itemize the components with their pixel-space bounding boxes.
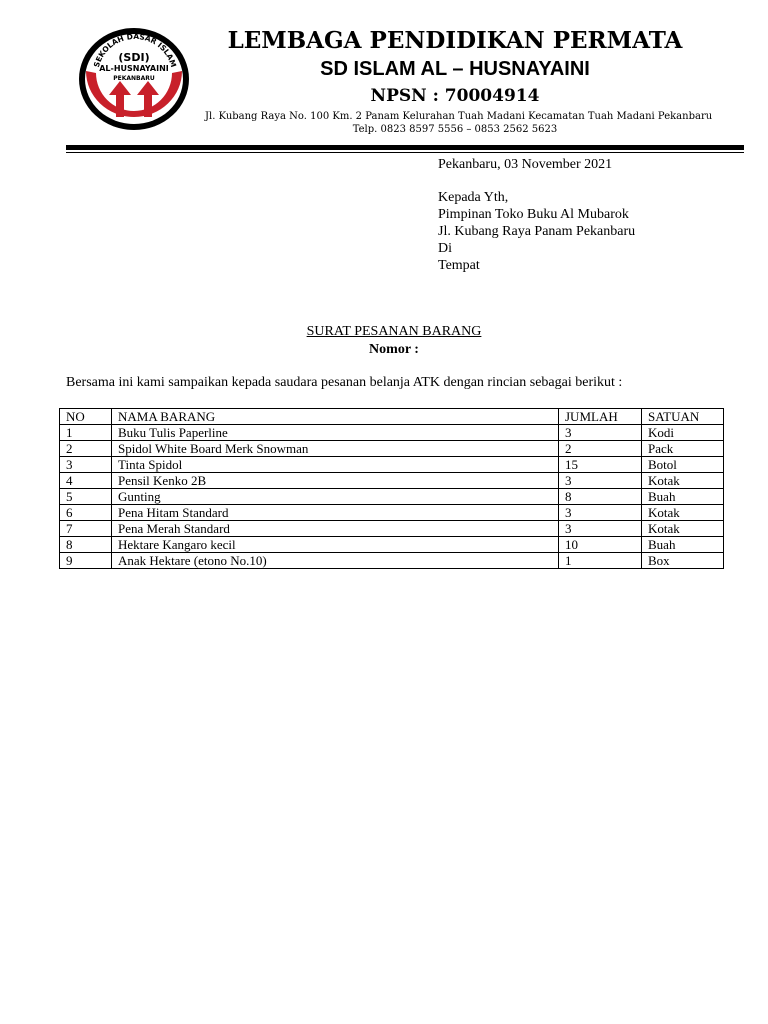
cell-no: 8	[60, 537, 112, 553]
cell-qty: 2	[559, 441, 642, 457]
col-header-name: NAMA BARANG	[112, 409, 559, 425]
npsn: NPSN : 70004914	[370, 86, 540, 106]
recipient-line: Jl. Kubang Raya Panam Pekanbaru	[438, 224, 636, 239]
recipient-line: Tempat	[438, 258, 480, 273]
header-rule-thick	[66, 145, 744, 150]
cell-no: 9	[60, 553, 112, 569]
cell-no: 4	[60, 473, 112, 489]
cell-unit: Kotak	[642, 473, 724, 489]
cell-name: Pensil Kenko 2B	[112, 473, 559, 489]
org-title: LEMBAGA PENDIDIKAN PERMATA	[227, 27, 683, 54]
cell-qty: 1	[559, 553, 642, 569]
header-rule-thin	[66, 152, 744, 153]
school-name: SD ISLAM AL – HUSNAYAINI	[320, 58, 590, 80]
table-row	[60, 553, 724, 569]
table-row	[60, 425, 724, 441]
table-row	[60, 489, 724, 505]
table-row	[60, 457, 724, 473]
cell-unit: Botol	[642, 457, 724, 473]
cell-unit: Kotak	[642, 521, 724, 537]
col-header-no: NO	[60, 409, 112, 425]
table-row	[60, 505, 724, 521]
cell-unit: Buah	[642, 537, 724, 553]
logo-name: AL-HUSNAYAINI	[99, 64, 169, 73]
table-row	[60, 537, 724, 553]
cell-qty: 10	[559, 537, 642, 553]
cell-name: Tinta Spidol	[112, 457, 559, 473]
cell-unit: Buah	[642, 489, 724, 505]
cell-no: 1	[60, 425, 112, 441]
order-table	[59, 408, 724, 569]
cell-qty: 3	[559, 505, 642, 521]
col-header-qty: JUMLAH	[559, 409, 642, 425]
school-phone: Telp. 0823 8597 5556 – 0853 2562 5623	[352, 124, 558, 135]
table-row	[60, 441, 724, 457]
cell-name: Hektare Kangaro kecil	[112, 537, 559, 553]
cell-no: 2	[60, 441, 112, 457]
school-address: Jl. Kubang Raya No. 100 Km. 2 Panam Kelurahan Tuah Madani Kecamatan Tuah Madani Pekanbaru	[205, 111, 713, 122]
cell-unit: Box	[642, 553, 724, 569]
letter-date: Pekanbaru, 03 November 2021	[438, 157, 613, 172]
cell-no: 3	[60, 457, 112, 473]
cell-name: Pena Merah Standard	[112, 521, 559, 537]
col-header-unit: SATUAN	[642, 409, 724, 425]
cell-name: Pena Hitam Standard	[112, 505, 559, 521]
cell-unit: Kodi	[642, 425, 724, 441]
cell-qty: 15	[559, 457, 642, 473]
cell-name: Anak Hektare (etono No.10)	[112, 553, 559, 569]
cell-qty: 3	[559, 473, 642, 489]
letter-number: Nomor :	[369, 342, 419, 357]
cell-name: Gunting	[112, 489, 559, 505]
intro-text: Bersama ini kami sampaikan kepada saudara pesanan belanja ATK dengan rincian sebagai berikut :	[66, 375, 623, 390]
logo-abbr: (SDI)	[118, 51, 150, 64]
table-header-row	[60, 409, 724, 425]
cell-unit: Kotak	[642, 505, 724, 521]
cell-no: 7	[60, 521, 112, 537]
logo-city: PEKANBARU	[113, 75, 155, 82]
cell-qty: 3	[559, 425, 642, 441]
cell-no: 6	[60, 505, 112, 521]
table-row	[60, 473, 724, 489]
recipient-line: Kepada Yth,	[438, 190, 509, 205]
cell-qty: 8	[559, 489, 642, 505]
school-logo	[76, 25, 192, 133]
letter-title: SURAT PESANAN BARANG	[306, 324, 482, 339]
table-row	[60, 521, 724, 537]
cell-name: Buku Tulis Paperline	[112, 425, 559, 441]
cell-unit: Pack	[642, 441, 724, 457]
cell-qty: 3	[559, 521, 642, 537]
recipient-line: Pimpinan Toko Buku Al Mubarok	[438, 207, 629, 222]
logo-arc-text: SEKOLAH DASAR ISLAM	[91, 31, 179, 69]
cell-name: Spidol White Board Merk Snowman	[112, 441, 559, 457]
recipient-line: Di	[438, 241, 452, 256]
cell-no: 5	[60, 489, 112, 505]
